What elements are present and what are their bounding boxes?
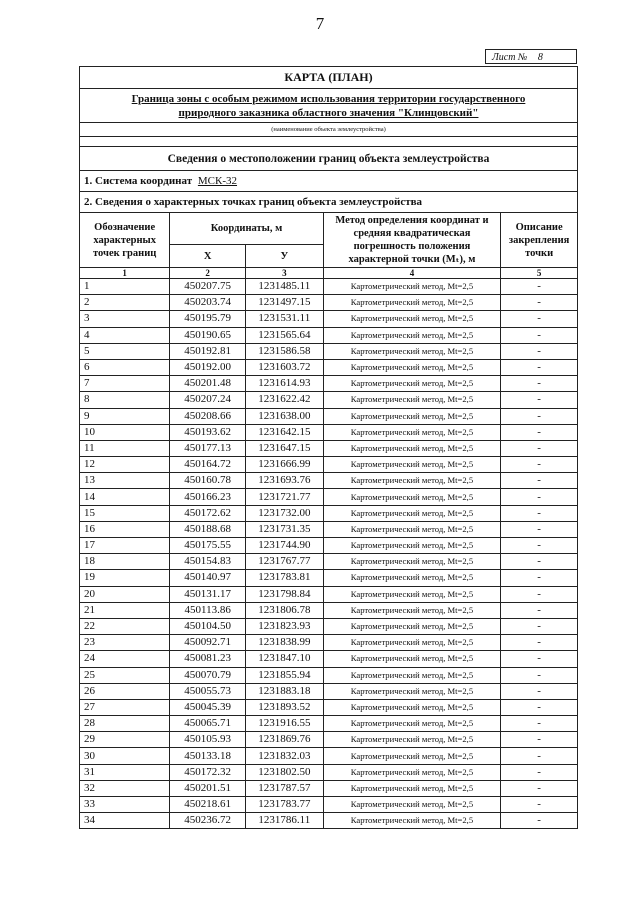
method-cell: Картометрический метод, Mt=2,5 — [323, 683, 501, 699]
x-coordinate-cell: 450113.86 — [170, 602, 246, 618]
y-coordinate-cell: 1231847.10 — [245, 651, 323, 667]
y-coordinate-cell: 1231786.11 — [245, 813, 323, 829]
method-cell: Картометрический метод, Mt=2,5 — [323, 570, 501, 586]
y-coordinate-cell: 1231638.00 — [245, 408, 323, 424]
method-cell: Картометрический метод, Mt=2,5 — [323, 748, 501, 764]
table-row — [80, 618, 578, 634]
point-number-cell: 31 — [80, 764, 170, 780]
point-number-cell: 3 — [80, 311, 170, 327]
description-cell: - — [501, 732, 578, 748]
table-row — [80, 440, 578, 456]
x-coordinate-cell: 450203.74 — [170, 295, 246, 311]
y-coordinate-cell: 1231603.72 — [245, 359, 323, 375]
table-row — [80, 424, 578, 440]
table-row — [80, 732, 578, 748]
y-coordinate-cell: 1231721.77 — [245, 489, 323, 505]
method-cell: Картометрический метод, Mt=2,5 — [323, 554, 501, 570]
x-coordinate-cell: 450201.51 — [170, 780, 246, 796]
table-row — [80, 667, 578, 683]
method-cell: Картометрический метод, Mt=2,5 — [323, 343, 501, 359]
header-y: У — [245, 245, 323, 268]
table-row — [80, 327, 578, 343]
table-row — [80, 699, 578, 715]
x-coordinate-cell: 450172.62 — [170, 505, 246, 521]
y-coordinate-cell: 1231531.11 — [245, 311, 323, 327]
table-row — [80, 651, 578, 667]
x-coordinate-cell: 450172.32 — [170, 764, 246, 780]
x-coordinate-cell: 450164.72 — [170, 457, 246, 473]
method-cell: Картометрический метод, Mt=2,5 — [323, 635, 501, 651]
description-cell: - — [501, 359, 578, 375]
table-row — [80, 279, 578, 295]
y-coordinate-cell: 1231893.52 — [245, 699, 323, 715]
table-row — [80, 505, 578, 521]
y-coordinate-cell: 1231802.50 — [245, 764, 323, 780]
boundary-points-table — [79, 66, 578, 829]
x-coordinate-cell: 450192.81 — [170, 343, 246, 359]
method-cell: Картометрический метод, Mt=2,5 — [323, 440, 501, 456]
description-cell: - — [501, 327, 578, 343]
description-cell: - — [501, 699, 578, 715]
point-number-cell: 21 — [80, 602, 170, 618]
y-coordinate-cell: 1231586.58 — [245, 343, 323, 359]
description-cell: - — [501, 667, 578, 683]
description-cell: - — [501, 716, 578, 732]
x-coordinate-cell: 450160.78 — [170, 473, 246, 489]
table-row — [80, 473, 578, 489]
y-coordinate-cell: 1231838.99 — [245, 635, 323, 651]
x-coordinate-cell: 450193.62 — [170, 424, 246, 440]
method-cell: Картометрический метод, Mt=2,5 — [323, 521, 501, 537]
x-coordinate-cell: 450065.71 — [170, 716, 246, 732]
table-row — [80, 748, 578, 764]
point-number-cell: 17 — [80, 538, 170, 554]
object-name-line-1: Граница зоны с особым режимом использования территории государственного — [131, 92, 526, 105]
method-cell: Картометрический метод, Mt=2,5 — [323, 538, 501, 554]
description-cell: - — [501, 683, 578, 699]
point-number-cell: 8 — [80, 392, 170, 408]
description-cell: - — [501, 376, 578, 392]
method-cell: Картометрический метод, Mt=2,5 — [323, 618, 501, 634]
x-coordinate-cell: 450207.24 — [170, 392, 246, 408]
y-coordinate-cell: 1231485.11 — [245, 279, 323, 295]
point-number-cell: 34 — [80, 813, 170, 829]
description-cell: - — [501, 473, 578, 489]
x-coordinate-cell: 450081.23 — [170, 651, 246, 667]
x-coordinate-cell: 450140.97 — [170, 570, 246, 586]
description-cell: - — [501, 521, 578, 537]
description-cell: - — [501, 295, 578, 311]
table-row — [80, 359, 578, 375]
description-cell: - — [501, 570, 578, 586]
description-cell: - — [501, 343, 578, 359]
y-coordinate-cell: 1231693.76 — [245, 473, 323, 489]
description-cell: - — [501, 408, 578, 424]
y-coordinate-cell: 1231783.81 — [245, 570, 323, 586]
method-cell: Картометрический метод, Mt=2,5 — [323, 359, 501, 375]
y-coordinate-cell: 1231806.78 — [245, 602, 323, 618]
table-row — [80, 457, 578, 473]
spacer-row — [80, 137, 578, 147]
method-cell: Картометрический метод, Mt=2,5 — [323, 473, 501, 489]
table-row — [80, 764, 578, 780]
point-number-cell: 25 — [80, 667, 170, 683]
x-coordinate-cell: 450188.68 — [170, 521, 246, 537]
x-coordinate-cell: 450045.39 — [170, 699, 246, 715]
y-coordinate-cell: 1231565.64 — [245, 327, 323, 343]
method-cell: Картометрический метод, Mt=2,5 — [323, 489, 501, 505]
description-cell: - — [501, 311, 578, 327]
y-coordinate-cell: 1231666.99 — [245, 457, 323, 473]
document-title: КАРТА (ПЛАН) — [80, 67, 578, 89]
table-row — [80, 570, 578, 586]
table-row — [80, 392, 578, 408]
header-coordinates: Координаты, м — [170, 213, 323, 245]
x-coordinate-cell: 450192.00 — [170, 359, 246, 375]
method-cell: Картометрический метод, Mt=2,5 — [323, 732, 501, 748]
x-coordinate-cell: 450177.13 — [170, 440, 246, 456]
description-cell: - — [501, 780, 578, 796]
table-row — [80, 554, 578, 570]
method-cell: Картометрический метод, Mt=2,5 — [323, 716, 501, 732]
x-coordinate-cell: 450208.66 — [170, 408, 246, 424]
y-coordinate-cell: 1231855.94 — [245, 667, 323, 683]
point-number-cell: 13 — [80, 473, 170, 489]
method-cell: Картометрический метод, Mt=2,5 — [323, 392, 501, 408]
sheet-number-box — [485, 49, 577, 64]
y-coordinate-cell: 1231647.15 — [245, 440, 323, 456]
point-number-cell: 30 — [80, 748, 170, 764]
method-cell: Картометрический метод, Mt=2,5 — [323, 311, 501, 327]
method-cell: Картометрический метод, Mt=2,5 — [323, 667, 501, 683]
y-coordinate-cell: 1231731.35 — [245, 521, 323, 537]
coordinate-system — [80, 171, 578, 192]
x-coordinate-cell: 450207.75 — [170, 279, 246, 295]
point-number-cell: 5 — [80, 343, 170, 359]
method-cell: Картометрический метод, Mt=2,5 — [323, 424, 501, 440]
point-number-cell: 23 — [80, 635, 170, 651]
point-number-cell: 24 — [80, 651, 170, 667]
method-cell: Картометрический метод, Mt=2,5 — [323, 408, 501, 424]
x-coordinate-cell: 450190.65 — [170, 327, 246, 343]
description-cell: - — [501, 424, 578, 440]
point-number-cell: 18 — [80, 554, 170, 570]
points-section-title: 2. Сведения о характерных точках границ объекта землеустройства — [80, 192, 578, 213]
point-number-cell: 22 — [80, 618, 170, 634]
method-cell: Картометрический метод, Mt=2,5 — [323, 279, 501, 295]
page-number: 7 — [315, 14, 325, 33]
description-cell: - — [501, 440, 578, 456]
method-cell: Картометрический метод, Mt=2,5 — [323, 780, 501, 796]
table-row — [80, 295, 578, 311]
y-coordinate-cell: 1231869.76 — [245, 732, 323, 748]
description-cell: - — [501, 392, 578, 408]
column-number: 4 — [323, 268, 501, 279]
description-cell: - — [501, 538, 578, 554]
method-cell: Картометрический метод, Mt=2,5 — [323, 764, 501, 780]
y-coordinate-cell: 1231883.18 — [245, 683, 323, 699]
point-number-cell: 14 — [80, 489, 170, 505]
x-coordinate-cell: 450236.72 — [170, 813, 246, 829]
description-cell: - — [501, 586, 578, 602]
y-coordinate-cell: 1231614.93 — [245, 376, 323, 392]
method-cell: Картометрический метод, Mt=2,5 — [323, 505, 501, 521]
sheet-number: 8 — [531, 52, 549, 64]
description-cell: - — [501, 279, 578, 295]
point-number-cell: 29 — [80, 732, 170, 748]
header-method: Метод определения координат и средняя квадратическая погрешность положения характерной точки (Mₜ), м — [323, 213, 501, 268]
point-number-cell: 12 — [80, 457, 170, 473]
x-coordinate-cell: 450201.48 — [170, 376, 246, 392]
object-name-line-2: природного заказника областного значения "Клинцовский" — [178, 106, 479, 119]
table-row — [80, 716, 578, 732]
y-coordinate-cell: 1231642.15 — [245, 424, 323, 440]
point-number-cell: 4 — [80, 327, 170, 343]
table-row — [80, 311, 578, 327]
y-coordinate-cell: 1231916.55 — [245, 716, 323, 732]
x-coordinate-cell: 450195.79 — [170, 311, 246, 327]
y-coordinate-cell: 1231622.42 — [245, 392, 323, 408]
description-cell: - — [501, 554, 578, 570]
object-name — [80, 89, 578, 123]
column-number: 2 — [170, 268, 246, 279]
method-cell: Картометрический метод, Mt=2,5 — [323, 586, 501, 602]
point-number-cell: 6 — [80, 359, 170, 375]
x-coordinate-cell: 450133.18 — [170, 748, 246, 764]
coordinate-system-label: 1. Система координат — [84, 175, 193, 187]
point-number-cell: 11 — [80, 440, 170, 456]
description-cell: - — [501, 813, 578, 829]
table-row — [80, 408, 578, 424]
table-row — [80, 343, 578, 359]
x-coordinate-cell: 450105.93 — [170, 732, 246, 748]
method-cell: Картометрический метод, Mt=2,5 — [323, 457, 501, 473]
x-coordinate-cell: 450070.79 — [170, 667, 246, 683]
description-cell: - — [501, 651, 578, 667]
y-coordinate-cell: 1231823.93 — [245, 618, 323, 634]
method-cell: Картометрический метод, Mt=2,5 — [323, 295, 501, 311]
method-cell: Картометрический метод, Mt=2,5 — [323, 797, 501, 813]
x-coordinate-cell: 450104.50 — [170, 618, 246, 634]
y-coordinate-cell: 1231732.00 — [245, 505, 323, 521]
y-coordinate-cell: 1231767.77 — [245, 554, 323, 570]
description-cell: - — [501, 457, 578, 473]
x-coordinate-cell: 450092.71 — [170, 635, 246, 651]
header-description: Описание закрепления точки — [501, 213, 578, 268]
table-row — [80, 813, 578, 829]
method-cell: Картометрический метод, Mt=2,5 — [323, 651, 501, 667]
description-cell: - — [501, 635, 578, 651]
method-cell: Картометрический метод, Mt=2,5 — [323, 699, 501, 715]
header-x: X — [170, 245, 246, 268]
method-cell: Картометрический метод, Mt=2,5 — [323, 813, 501, 829]
point-number-cell: 2 — [80, 295, 170, 311]
column-number: 3 — [245, 268, 323, 279]
sheet-label: Лист № — [492, 52, 528, 63]
point-number-cell: 15 — [80, 505, 170, 521]
section-title: Сведения о местоположении границ объекта землеустройства — [80, 147, 578, 171]
y-coordinate-cell: 1231497.15 — [245, 295, 323, 311]
point-number-cell: 28 — [80, 716, 170, 732]
point-number-cell: 19 — [80, 570, 170, 586]
point-number-cell: 7 — [80, 376, 170, 392]
y-coordinate-cell: 1231744.90 — [245, 538, 323, 554]
x-coordinate-cell: 450218.61 — [170, 797, 246, 813]
point-number-cell: 9 — [80, 408, 170, 424]
description-cell: - — [501, 489, 578, 505]
method-cell: Картометрический метод, Mt=2,5 — [323, 602, 501, 618]
point-number-cell: 20 — [80, 586, 170, 602]
x-coordinate-cell: 450166.23 — [170, 489, 246, 505]
point-number-cell: 33 — [80, 797, 170, 813]
x-coordinate-cell: 450154.83 — [170, 554, 246, 570]
description-cell: - — [501, 505, 578, 521]
point-number-cell: 10 — [80, 424, 170, 440]
table-row — [80, 521, 578, 537]
table-row — [80, 538, 578, 554]
table-row — [80, 376, 578, 392]
description-cell: - — [501, 748, 578, 764]
table-row — [80, 489, 578, 505]
object-name-caption: (наименование объекта землеустройства) — [80, 123, 578, 137]
point-number-cell: 26 — [80, 683, 170, 699]
coordinate-system-value: МСК-32 — [197, 175, 238, 187]
table-row — [80, 602, 578, 618]
column-number: 5 — [501, 268, 578, 279]
point-number-cell: 27 — [80, 699, 170, 715]
point-number-cell: 1 — [80, 279, 170, 295]
table-row — [80, 797, 578, 813]
table-row — [80, 635, 578, 651]
description-cell: - — [501, 618, 578, 634]
x-coordinate-cell: 450131.17 — [170, 586, 246, 602]
y-coordinate-cell: 1231787.57 — [245, 780, 323, 796]
method-cell: Картометрический метод, Mt=2,5 — [323, 376, 501, 392]
x-coordinate-cell: 450175.55 — [170, 538, 246, 554]
column-number: 1 — [80, 268, 170, 279]
table-row — [80, 780, 578, 796]
table-row — [80, 586, 578, 602]
header-point: Обозначение характерных точек границ — [80, 213, 170, 268]
method-cell: Картометрический метод, Mt=2,5 — [323, 327, 501, 343]
description-cell: - — [501, 797, 578, 813]
point-number-cell: 16 — [80, 521, 170, 537]
y-coordinate-cell: 1231798.84 — [245, 586, 323, 602]
point-number-cell: 32 — [80, 780, 170, 796]
y-coordinate-cell: 1231783.77 — [245, 797, 323, 813]
description-cell: - — [501, 602, 578, 618]
x-coordinate-cell: 450055.73 — [170, 683, 246, 699]
y-coordinate-cell: 1231832.03 — [245, 748, 323, 764]
table-row — [80, 683, 578, 699]
description-cell: - — [501, 764, 578, 780]
